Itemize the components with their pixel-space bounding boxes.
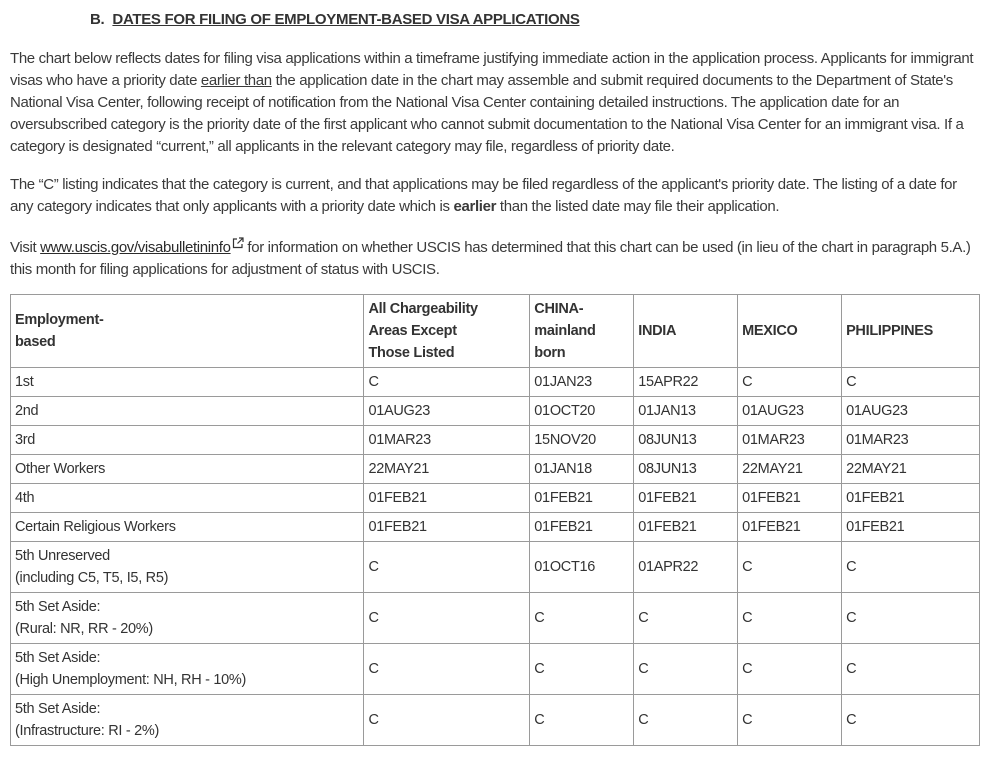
table-cell: 01FEB21 (530, 513, 634, 542)
table-cell: C (634, 593, 738, 644)
table-cell: 15APR22 (634, 368, 738, 397)
table-cell: C (530, 695, 634, 746)
table-cell: C (364, 542, 530, 593)
table-row (11, 542, 980, 593)
current-bold-text: earlier (453, 198, 497, 215)
table-cell: 01JAN23 (530, 368, 634, 397)
table-cell: C (842, 542, 980, 593)
table-row (11, 593, 980, 644)
external-link-icon[interactable] (232, 234, 244, 246)
table-row (11, 695, 980, 746)
table-row (11, 455, 980, 484)
table-row (11, 513, 980, 542)
table-cell: 01OCT16 (530, 542, 634, 593)
intro-text-start: The chart below reflects dates for filing visa applications within a timeframe justifying immediate action in the application process. Applicants for immigrant visas who have a priority date (10, 50, 974, 89)
table-row (11, 397, 980, 426)
header-employment-based: Employment- based (11, 295, 364, 368)
current-text-end: than the listed date may file their application. (496, 198, 780, 215)
table-body (11, 368, 980, 746)
table-cell: C (738, 542, 842, 593)
table-cell: C (738, 368, 842, 397)
table-cell: C (364, 368, 530, 397)
table-cell: 01FEB21 (530, 484, 634, 513)
header-philippines: PHILIPPINES (842, 295, 980, 368)
table-cell: 01FEB21 (634, 513, 738, 542)
table-cell: C (634, 644, 738, 695)
intro-paragraph (10, 48, 982, 158)
table-cell: C (842, 593, 980, 644)
table-header-row (11, 295, 980, 368)
table-cell: 01FEB21 (738, 513, 842, 542)
table-cell: C (364, 644, 530, 695)
uscis-paragraph (10, 234, 982, 281)
table-cell: 15NOV20 (530, 426, 634, 455)
row-category-label: 5th Set Aside: (High Unemployment: NH, RH - 10%) (11, 644, 364, 695)
table-row (11, 484, 980, 513)
uscis-link[interactable]: www.uscis.gov/visabulletininfo (40, 239, 231, 256)
section-title: DATES FOR FILING OF EMPLOYMENT-BASED VISA APPLICATIONS (112, 11, 580, 28)
table-cell: C (842, 644, 980, 695)
table-cell: C (530, 644, 634, 695)
table-cell: 01FEB21 (364, 484, 530, 513)
table-cell: 01JAN18 (530, 455, 634, 484)
table-cell: 22MAY21 (738, 455, 842, 484)
table-cell: 01OCT20 (530, 397, 634, 426)
table-cell: C (738, 644, 842, 695)
uscis-text-end: for information on whether USCIS has determined that this chart can be used (in lieu of the chart in paragraph 5.A.) this month for filing applications for adjustment of status with USCIS. (10, 239, 971, 278)
table-cell: 01FEB21 (738, 484, 842, 513)
header-india: INDIA (634, 295, 738, 368)
table-row (11, 644, 980, 695)
row-category-label: 5th Unreserved (including C5, T5, I5, R5) (11, 542, 364, 593)
table-cell: 01APR22 (634, 542, 738, 593)
row-category-label: 1st (11, 368, 364, 397)
section-heading (90, 11, 580, 28)
table-cell: 22MAY21 (842, 455, 980, 484)
table-cell: 01MAR23 (364, 426, 530, 455)
table-cell: 22MAY21 (364, 455, 530, 484)
table-cell: 01FEB21 (634, 484, 738, 513)
table-cell: 01FEB21 (842, 513, 980, 542)
row-category-label: 5th Set Aside: (Infrastructure: RI - 2%) (11, 695, 364, 746)
table-cell: 01FEB21 (364, 513, 530, 542)
table-cell: C (738, 695, 842, 746)
table-cell: 01MAR23 (842, 426, 980, 455)
current-text-start: The “C” listing indicates that the category is current, and that applications may be filed regardless of the applicant's priority date. The listing of a date for any category indicates that only applicants with a priority date which is (10, 176, 957, 215)
header-china: CHINA- mainland born (530, 295, 634, 368)
table-cell: C (842, 695, 980, 746)
current-listing-paragraph (10, 174, 982, 218)
table-cell: 01AUG23 (738, 397, 842, 426)
table-cell: C (364, 695, 530, 746)
header-mexico: MEXICO (738, 295, 842, 368)
row-category-label: Certain Religious Workers (11, 513, 364, 542)
table-cell: C (738, 593, 842, 644)
table-cell: 01AUG23 (842, 397, 980, 426)
table-cell: 01JAN13 (634, 397, 738, 426)
header-all-chargeability: All Chargeability Areas Except Those Listed (364, 295, 530, 368)
table-cell: 08JUN13 (634, 426, 738, 455)
uscis-text-start: Visit (10, 239, 41, 256)
row-category-label: 2nd (11, 397, 364, 426)
table-cell: 01AUG23 (364, 397, 530, 426)
table-cell: C (634, 695, 738, 746)
table-cell: C (364, 593, 530, 644)
table-row (11, 426, 980, 455)
table-cell: 01FEB21 (842, 484, 980, 513)
row-category-label: 5th Set Aside: (Rural: NR, RR - 20%) (11, 593, 364, 644)
row-category-label: 4th (11, 484, 364, 513)
intro-underlined-text: earlier than (200, 72, 272, 89)
row-category-label: Other Workers (11, 455, 364, 484)
table-cell: 08JUN13 (634, 455, 738, 484)
row-category-label: 3rd (11, 426, 364, 455)
table-cell: C (842, 368, 980, 397)
table-cell: C (530, 593, 634, 644)
table-row (11, 368, 980, 397)
table-cell: 01MAR23 (738, 426, 842, 455)
filing-dates-table (10, 294, 980, 746)
section-number: B. (90, 11, 105, 28)
intro-text-end: the application date in the chart may assemble and submit required documents to the Department of State's National Visa Center, following receipt of notification from the National Visa Center containing detailed instructions. The application date for an oversubscribed category is the priority date of the first applicant who cannot submit documentation to the National Visa Center for an immigrant visa. If a category is designated “current,” all applicants in the relevant category may file, regardless of priority date. (10, 72, 964, 155)
